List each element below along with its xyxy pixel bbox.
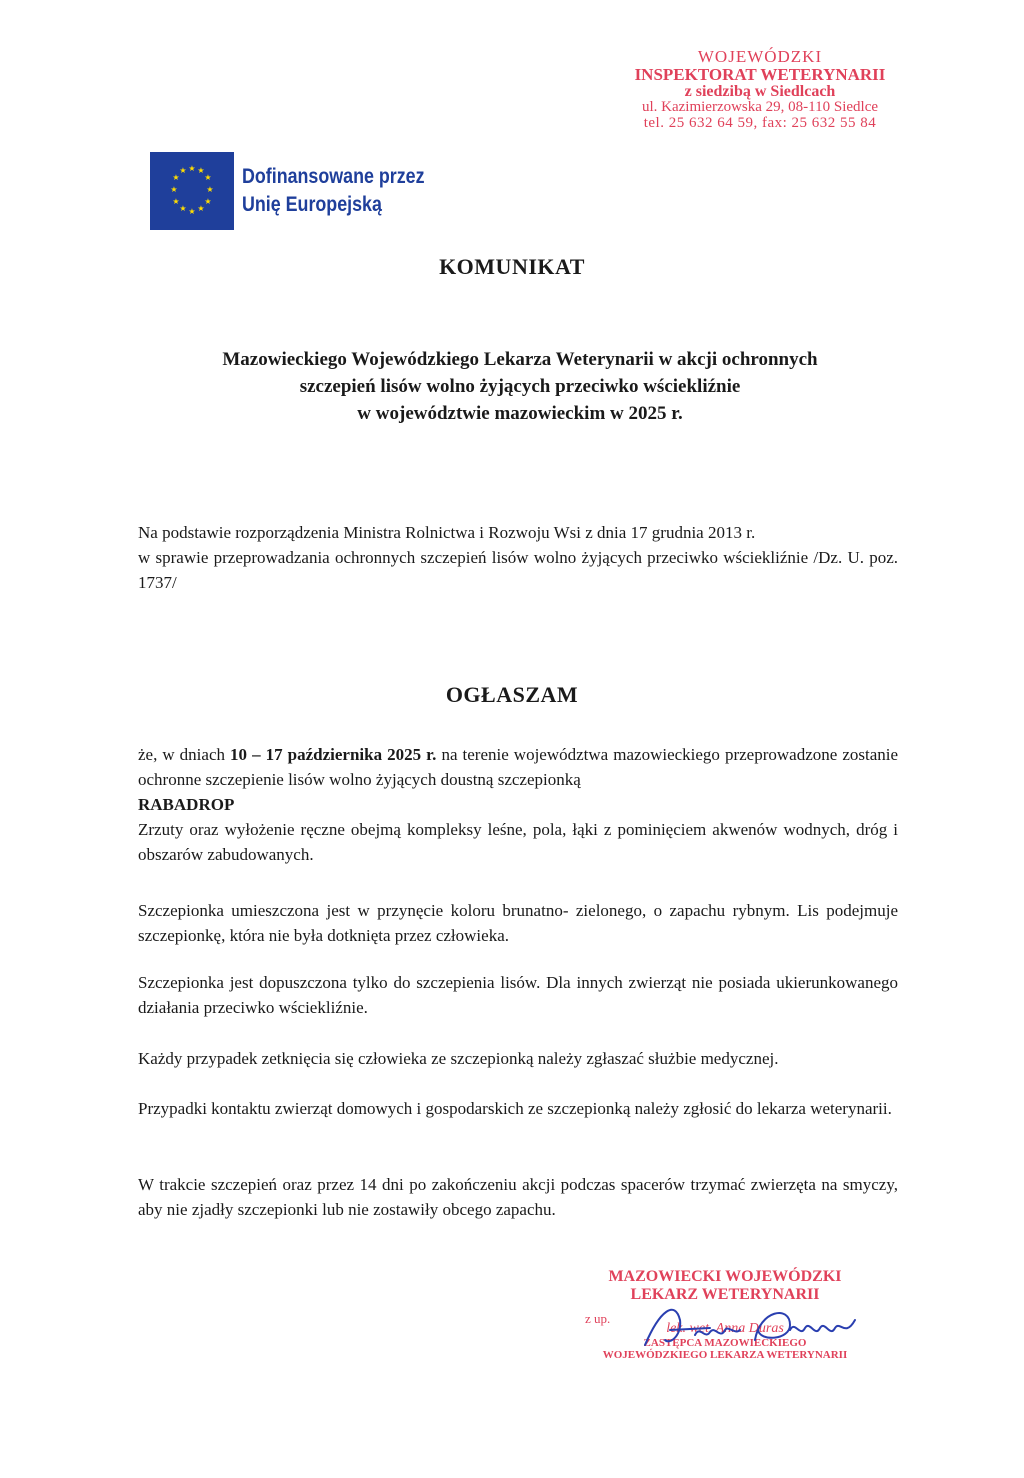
svg-text:★: ★ (204, 173, 212, 182)
eu-text-line: Dofinansowane przez (242, 165, 425, 188)
subtitle-line: Mazowieckiego Wojewódzkiego Lekarza Weterynarii w akcji ochronnych (222, 349, 818, 370)
eu-flag-icon (150, 152, 234, 230)
inspectorate-header-stamp (600, 48, 920, 132)
stamp-address: ul. Kazimierzowska 29, 08-110 Siedlce (641, 99, 879, 116)
svg-text:★: ★ (188, 207, 196, 216)
subtitle-line: w województwie mazowieckim w 2025 r. (357, 403, 683, 424)
svg-text:★: ★ (172, 197, 180, 206)
paragraph-bait: Szczepionka umieszczona jest w przynęcie koloru brunatno- zielonego, o zapachu rybnym. Lis podejmuje szczepionkę, która nie była dotknięta przez człowieka. (138, 901, 898, 945)
drop-areas-text: Zrzuty oraz wyłożenie ręczne obejmą kompleksy leśne, pola, łąki z pominięciem akwenów wodnych, dróg i obszarów zabudowanych. (138, 820, 898, 864)
document-subtitle (140, 346, 900, 427)
stamp-line: WOJEWÓDZKI (697, 47, 823, 66)
svg-text:★: ★ (179, 204, 187, 213)
subtitle-line: szczepień lisów wolno żyjących przeciwko wściekliźnie (299, 376, 741, 397)
svg-text:★: ★ (170, 185, 178, 194)
document-title: KOMUNIKAT (439, 254, 585, 279)
signatory-name: lek. wet. Anna Duras (666, 1321, 784, 1337)
legal-basis-line: w sprawie przeprowadzania ochronnych szczepień lisów wolno żyjących przeciwko wściekliźnie /Dz. U. poz. 1737/ (138, 548, 898, 592)
announcement-text: na terenie województwa mazowieckiego przeprowadzone zostanie ochronne szczepienie lisów wolno żyjących doustną szczepionką (138, 745, 899, 789)
stamp-line: MAZOWIECKI WOJEWÓDZKI (608, 1268, 842, 1285)
stamp-line: ZASTĘPCA MAZOWIECKIEGO (643, 1336, 807, 1349)
paragraph-leash: W trakcie szczepień oraz przez 14 dni po zakończeniu akcji podczas spacerów trzymać zwierzęta na smyczy, aby nie zjadły szczepionki lub nie zostawiły obcego zapachu. (138, 1175, 898, 1219)
announcement-intro: że, w dniach (138, 745, 225, 764)
stamp-line: INSPEKTORAT WETERYNARII (634, 64, 886, 84)
svg-text:★: ★ (172, 173, 180, 182)
announcement-paragraph (138, 742, 898, 867)
vaccine-name: RABADROP (138, 795, 235, 814)
eu-text-line: Unię Europejską (242, 193, 382, 216)
stamp-line: LEKARZ WETERYNARII (630, 1285, 820, 1303)
handwritten-signature-icon (640, 1300, 870, 1360)
svg-text:★: ★ (179, 166, 187, 175)
campaign-dates: 10 – 17 października 2025 r. (230, 745, 437, 764)
svg-text:★: ★ (197, 166, 205, 175)
eu-funding-logo (150, 152, 457, 230)
stamp-zup: z up. (585, 1311, 611, 1326)
stamp-phone: tel. 25 632 64 59, fax: 25 632 55 84 (643, 115, 877, 132)
stamp-line: WOJEWÓDZKIEGO LEKARZA WETERYNARII (602, 1348, 848, 1361)
legal-basis (138, 520, 898, 595)
paragraph-human-contact: Każdy przypadek zetknięcia się człowieka ze szczepionką należy zgłaszać służbie medycznej. (138, 1049, 779, 1068)
svg-text:★: ★ (197, 204, 205, 213)
svg-text:★: ★ (188, 164, 196, 173)
announce-heading: OGŁASZAM (445, 682, 579, 707)
paragraph-foxes-only: Szczepionka jest dopuszczona tylko do szczepienia lisów. Dla innych zwierząt nie posiada ukierunkowanego działania przeciwko wściekliźnie. (138, 973, 898, 1017)
svg-text:★: ★ (204, 197, 212, 206)
paragraph-animal-contact: Przypadki kontaktu zwierząt domowych i gospodarskich ze szczepionką należy zgłosić do lekarza weterynarii. (138, 1099, 892, 1118)
svg-text:★: ★ (206, 185, 214, 194)
legal-basis-line: Na podstawie rozporządzenia Ministra Rolnictwa i Rozwoju Wsi z dnia 17 grudnia 2013 r. (138, 523, 756, 542)
stamp-line: z siedzibą w Siedlcach (684, 82, 836, 100)
